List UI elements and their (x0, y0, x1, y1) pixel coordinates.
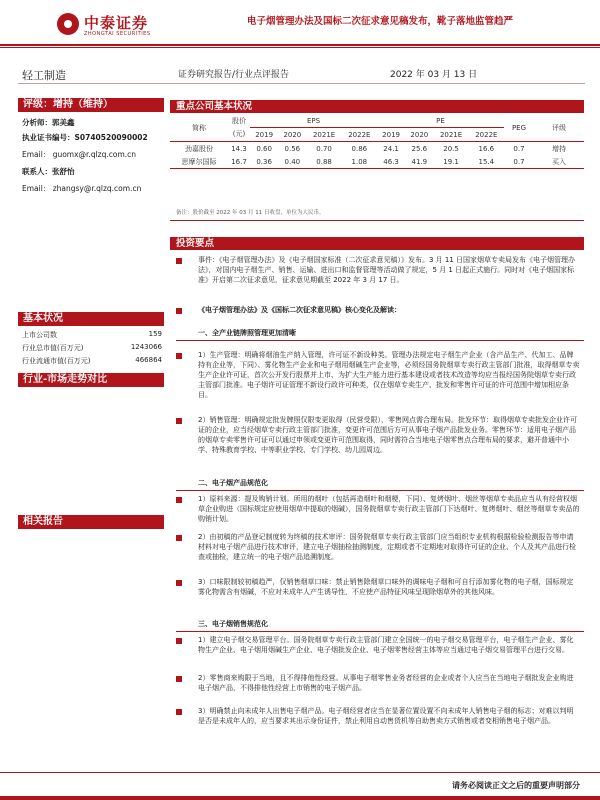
subsection-3: 三、电子烟销售规范化 (198, 620, 268, 628)
header-name: 简称 (170, 114, 228, 142)
bullet-icon (176, 497, 182, 503)
bullet-icon (176, 418, 182, 424)
related-reports-bar: 相关报告 (18, 515, 164, 529)
subsection-2: 二、电子烟产品规范化 (198, 479, 268, 487)
footer-divider (0, 772, 600, 773)
bullet-icon (176, 676, 182, 682)
basic-row: 行业总市值(百万元) 1243066 (22, 343, 162, 352)
table-bottom-line (170, 220, 584, 221)
analyst-name: 分析师：郭美鑫 (22, 118, 75, 127)
header-pe: PE (377, 114, 504, 128)
table-row: 思摩尔国际 16.7 0.36 0.40 0.88 1.08 46.3 41.9 19.1 15.4 0.7 买入 (170, 155, 584, 169)
bullet-icon (176, 638, 182, 644)
table-note: 备注：股价截至 2022 年 03 月 11 日收盘，单位为人民币。 (176, 210, 325, 216)
production-paragraph: 1）生产管理：明确将烟油生产纳入管理，许可证不新设种类。管理办法规定电子烟生产企业（含产品生产、代加工、品牌持有企业等，下同）、雾化物生产企业和电子烟用烟碱生产企业等，必须经国务院烟草专卖行政主管部门批准，取得烟草专卖生产企业许可证，首次公开发行股票并上市、为扩大生产能力进行基本建设或者技术改造等均应当报经国务院烟草专卖行政主管部门批准。电子烟许可证管理不新设行政许可种类，仅在烟草专卖生产、批发和零售许可证的许可范围中增加相应条目。 (198, 351, 580, 399)
rating-bar: 评级：增持（维持） (18, 98, 164, 112)
header-rating: 评级 (534, 114, 584, 142)
bullet-icon (176, 580, 182, 586)
industry-name: 轻工制造 (22, 69, 66, 82)
report-type: 证券研究报告/行业点评报告 (178, 70, 290, 80)
contact-name: 联系人：张舒怡 (22, 167, 75, 176)
minor-paragraph: 3）明确禁止向未成年人出售电子烟产品。电子烟经营者应当在显著位置设置不向未成年人销售电子烟的标志；对难以判明是否是未成年人的，应当要求其出示身份证件，禁止利用自动售货机等自助售卖方式销售或者变相销售电子烟产品。 (198, 707, 574, 725)
review-paragraph: 2）由初稿的产品登记制度转为终稿的技术审评：国务院烟草专卖行政主管部门应当组织专业机构根据检验检测报告等申请材料对电子烟产品进行技术审评，建立电子烟抽检抽测制度，定期或者不定期地对取得许可证的企业、个人及其产品进行检查或抽检，建立统一的电子烟产品追溯制度。 (198, 533, 576, 561)
analyst-email[interactable]: Email： guomx@r.qlzq.com.cn (22, 150, 137, 159)
license-number: 执业证书编号：S0740520090002 (22, 133, 148, 142)
table-row: 劲嘉股份 14.3 0.60 0.56 0.70 0.86 24.1 25.6 20.5 16.6 0.7 增持 (185, 144, 566, 153)
bullet-icon (176, 308, 182, 314)
basic-row: 行业流通市值(百万元) 466864 (22, 356, 162, 365)
bullet-icon (176, 535, 182, 541)
logo-text: 中泰证券 (84, 14, 149, 32)
investment-points-bar: 投资要点 (170, 237, 584, 250)
footer-disclaimer: 请务必阅读正文之后的重要声明部分 (452, 781, 580, 790)
report-date: 2022 年 03 月 13 日 (390, 70, 478, 80)
header-divider-thin (0, 47, 600, 48)
header-price: 股价 (232, 116, 246, 125)
bullet-icon (176, 709, 182, 715)
subheader-divider (18, 83, 585, 84)
header-peg: PEG (504, 114, 534, 142)
logo-subtext: ZHONGTAI SECURITIES (84, 31, 151, 37)
bullet-icon (176, 258, 182, 264)
bullet-icon (176, 353, 182, 359)
subsection-1: 一、全产业链牌照管理更加清晰 (198, 329, 296, 337)
raw-material-paragraph: 1）原料来源：提及购销计划。所用的烟叶（包括再造烟叶和烟梗，下同）、复烤烟叶、烟丝等烟草专卖品应当从有经营权烟草企业购进（国标规定应使用烟草中提取的烟碱），国务院烟草专卖行政主管部门下达烟叶、复烤烟叶、烟丝等烟草专卖品的购销计划。 (198, 495, 580, 523)
platform-paragraph: 1）建立电子烟交易管理平台。国务院烟草专卖行政主管部门建立全国统一的电子烟交易管理平台，电子烟生产企业、雾化物生产企业、电子烟用烟碱生产企业、电子烟批发企业、电子烟零售经营主体等应当通过电子烟交易管理平台进行交易。 (198, 636, 574, 654)
subsection-divider (176, 340, 584, 341)
company-table: 简称 股价 EPS PE PEG 评级 (元) 2019 2020 2021E 2022E 2019 2020 2021E 2022E 劲嘉股份 14.3 0.60 0.56 0.70 0.86 24.1 25.6 20.5 16.6 0.7 增持 思摩尔国际 16.7 0.36 0.40 0.88 1.08 46.3 41.9 19.1 15.4 0.7 买入 (170, 114, 584, 169)
subsection-divider (176, 490, 584, 491)
header-divider (0, 44, 600, 46)
contact-email[interactable]: Email： zhangsy@r.qlzq.com.cn (22, 184, 142, 193)
logo-mark-icon (57, 13, 79, 35)
report-title: 电子烟管理办法及国标二次征求意见稿发布，靴子落地监管趋严 (246, 16, 513, 27)
sales-paragraph: 2）销售管理：明确规定批发牌照仅限变更取得（民营受限），零售网点需合理布局。批发环节：取得烟草专卖批发企业许可证的企业，应当经烟草专卖行政主管部门批准，变更许可范围后方可从事电子烟产品批发业务。零售环节：适用电子烟产品的烟草专卖零售许可证可以通过申领或变更许可范围取得，同时需符合当地电子烟零售点合理布局的要求，避开普通中小学、特殊教育学校、中等职业学校、专门学校、幼儿园周边。 (198, 416, 577, 454)
footer-bar (0, 796, 600, 800)
key-companies-bar: 重点公司基本状况 (170, 100, 584, 113)
flavor-paragraph: 3）口味限制较初稿趋严，仅销售烟草口味：禁止销售除烟草口味外的调味电子烟和可自行添加雾化物的电子烟，国标规定雾化物需含有烟碱，不应对未成年人产生诱导性，不应使产品特征风味呈现除烟草外的其他风味。 (198, 578, 574, 596)
subsection-divider (176, 631, 584, 632)
core-change-heading: 《电子烟管理办法》及《国标二次征求意见稿》核心变化及解读： (198, 306, 401, 314)
header-eps: EPS (250, 114, 377, 128)
basic-row: 上市公司数 159 (22, 330, 162, 339)
basic-status-bar: 基本状况 (18, 312, 164, 326)
event-paragraph: 事件：《电子烟管理办法》及《电子烟国家标准（二次征求意见稿）》发布。3 月 11 日国家烟草专卖局发布《电子烟管理办法》，对国内电子烟生产、销售、运输、进出口和监督管理等活动做了规定，5 月 1 日起正式施行。同时对《电子烟国家标准》开启第二次征求意见，征求意见期截至 2022 年 3 月 17 日。 (198, 256, 576, 284)
market-trend-bar: 行业-市场走势对比 (18, 373, 164, 387)
retail-paragraph: 2）零售商来购限于当地，且不得排他性经营。从事电子烟零售业务者经营的企业或者个人应当在当地电子烟批发企业购进电子烟产品，不得排他性经营上市销售的电子烟产品。 (198, 674, 574, 692)
header-unit: (元) (228, 128, 250, 142)
